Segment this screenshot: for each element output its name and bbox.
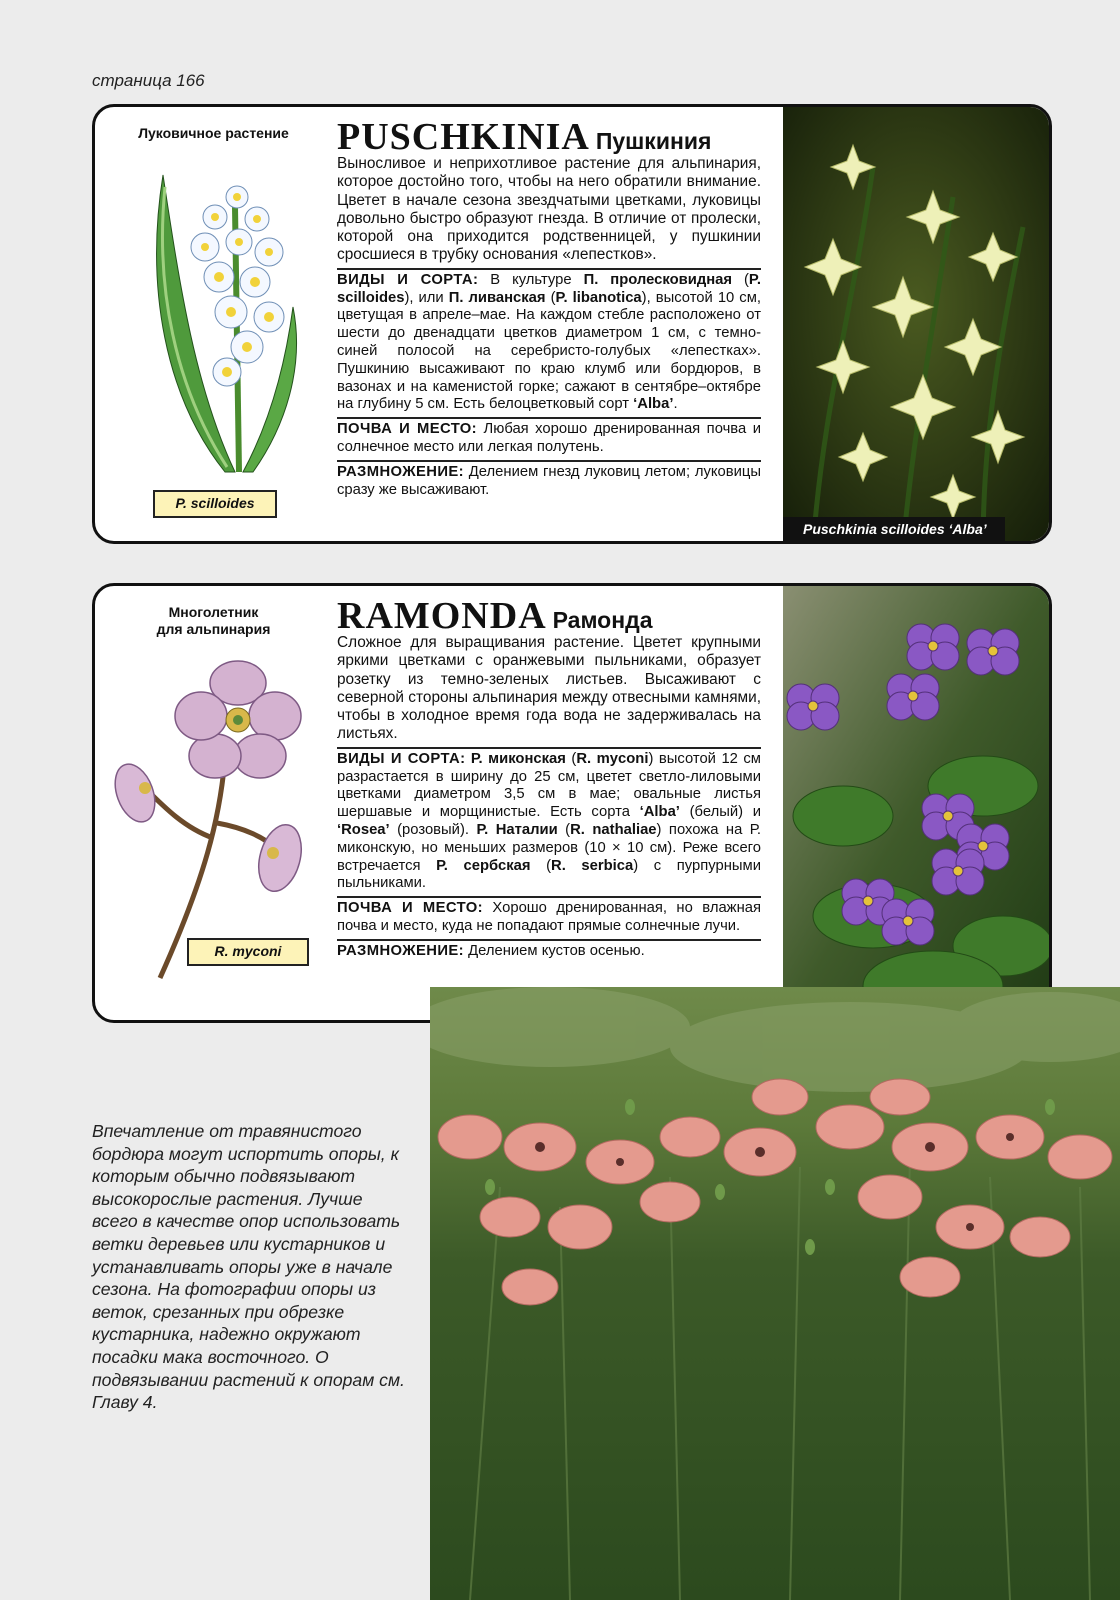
varieties-text: ) с пурпурными пыльниками.: [337, 857, 761, 892]
varieties-text: .: [673, 396, 678, 413]
propagation-section: [337, 460, 761, 500]
varieties-section: [337, 747, 761, 893]
species-latin: P. scilloides: [337, 271, 761, 306]
illustration-column: [95, 586, 332, 1020]
species-latin: R. myconi: [576, 750, 649, 767]
side-note: [92, 1120, 412, 1414]
varieties-text: (: [565, 750, 577, 767]
genus-name: PUSCHKINIA: [337, 116, 590, 158]
soil-section: [337, 896, 761, 936]
propagation-text: Делением кустов осенью.: [464, 942, 645, 959]
description-column: [337, 107, 761, 499]
varieties-text: В культуре: [478, 271, 584, 288]
plant-category: [95, 604, 332, 638]
ramonda-illustration: [105, 648, 315, 988]
cultivar-name: ‘Rosea’: [337, 821, 390, 838]
varieties-text: (розовый).: [389, 821, 477, 838]
propagation-section: [337, 939, 761, 961]
varieties-text: ), высотой 10 см, цветущая в апреле–мае. На каждом стебле расположено от шести до двенадцати цветков диаметром 1 см, с темно-синей полосой на серебристо-голубых «лепестках». Пушкинию высаживают по краю клумб или бордюров, в вазонах и на каменистой горке; сажают в сентябре–октябре на глубину 5 см. Есть белоцветковый сорт: [337, 289, 761, 413]
plant-card-ramonda: [92, 583, 1052, 1023]
varieties-text: (: [557, 821, 571, 838]
soil-label: ПОЧВА И МЕСТО:: [337, 421, 478, 438]
species-latin: R. nathaliae: [570, 821, 657, 838]
soil-label: ПОЧВА И МЕСТО:: [337, 900, 483, 917]
plant-title: [337, 115, 761, 158]
intro-text: Выносливое и неприхотливое растение для альпинария, которое достойно того, чтобы на него обратили внимание. Цветет в начале сезона звездчатыми цветками, луковицы довольно быстро образуют гнезда. В отличие от пролески, которой она приходится родственницей, у пушкинии сросшиеся в трубку основания «лепестков».: [337, 155, 761, 264]
varieties-label: ВИДЫ И СОРТА:: [337, 271, 479, 288]
cultivar-name: ‘Alba’: [633, 396, 674, 413]
varieties-text: (: [545, 289, 556, 306]
varieties-text: (: [530, 857, 552, 874]
plant-card-puschkinia: [92, 104, 1052, 544]
varieties-text: (: [732, 271, 749, 288]
species-name: П. пролесковидная: [583, 271, 733, 288]
poppy-border-photo: [430, 987, 1120, 1600]
illustration-caption: R. myconi: [187, 938, 309, 966]
species-latin: R. serbica: [551, 857, 634, 874]
ramonda-photo: [783, 586, 1049, 1020]
genus-name: RAMONDA: [337, 595, 547, 637]
varieties-label: ВИДЫ И СОРТА:: [337, 750, 466, 767]
side-note-text: Впечатление от травянистого бордюра могут испортить опоры, к которым обычно подвязывают высокорослые растения. Лучше всего в качестве опор использовать ветки деревьев или кустарников и устанавливать опоры уже в начале сезона. На фотографии опоры из веток, срезанных при обрезке кустарника, надежно окружают посадки мака восточного. О подвязывании растений к опорам см. Главу 4.: [92, 1121, 405, 1413]
plant-title: [337, 594, 761, 637]
varieties-text: ), или: [404, 289, 449, 306]
cultivar-name: ‘Alba’: [639, 804, 680, 821]
soil-text: Хорошо дренированная, но влажная почва и место, куда не попадают прямые солнечные лучи.: [337, 900, 761, 934]
varieties-text: ) высотой 12 см разрастается в ширину до 25 см, цветет светло-лиловыми цветками диаметром 3,5 см в мае; овальные листья шершавые и морщинистые. Есть сорта: [337, 750, 761, 821]
propagation-text: Делением гнезд луковиц летом; луковицы сразу же высаживают.: [337, 463, 761, 498]
puschkinia-illustration: [135, 167, 315, 477]
plant-category: Луковичное растение: [138, 125, 289, 141]
flower-photo-image: [783, 107, 1049, 544]
varieties-section: [337, 268, 761, 414]
soil-text: Любая хорошо дренированная почва и солнечное место или легкая полутень.: [337, 421, 761, 455]
illustration-caption: P. scilloides: [153, 490, 277, 518]
species-name: Р. сербская: [436, 857, 531, 874]
varieties-text: (белый) и: [679, 804, 761, 821]
propagation-label: РАЗМНОЖЕНИЕ:: [337, 942, 465, 959]
species-name: П. ливанская: [448, 289, 546, 306]
intro-text: Сложное для выращивания растение. Цветет крупными яркими цветками с оранжевыми пыльниками, образует розетку из темно-зеленых листьев. Высаживают с северной стороны альпинария между отвесными камнями, чтобы в холодное время года вода не задерживалась на листьях.: [337, 634, 761, 743]
varieties-text: ) похожа на Р. миконскую, но меньших размеров (10 × 10 см). Реже всего встречается: [337, 821, 761, 874]
species-name: Р. Наталии: [476, 821, 558, 838]
photo-caption: Puschkinia scilloides ‘Alba’: [783, 517, 1005, 541]
russian-name: Пушкиния: [595, 128, 712, 154]
species-name: Р. миконская: [470, 750, 566, 767]
illustration-column: [95, 107, 332, 541]
flower-photo-image: [783, 586, 1049, 1023]
soil-section: [337, 417, 761, 457]
propagation-label: РАЗМНОЖЕНИЕ:: [337, 463, 465, 480]
russian-name: Рамонда: [552, 607, 653, 633]
species-latin: P. libanotica: [555, 289, 642, 306]
puschkinia-photo: [783, 107, 1049, 541]
category-line: для альпинария: [156, 621, 271, 637]
page-number: страница 166: [92, 71, 205, 90]
description-column: [337, 586, 761, 961]
category-line: Многолетник: [168, 604, 259, 620]
